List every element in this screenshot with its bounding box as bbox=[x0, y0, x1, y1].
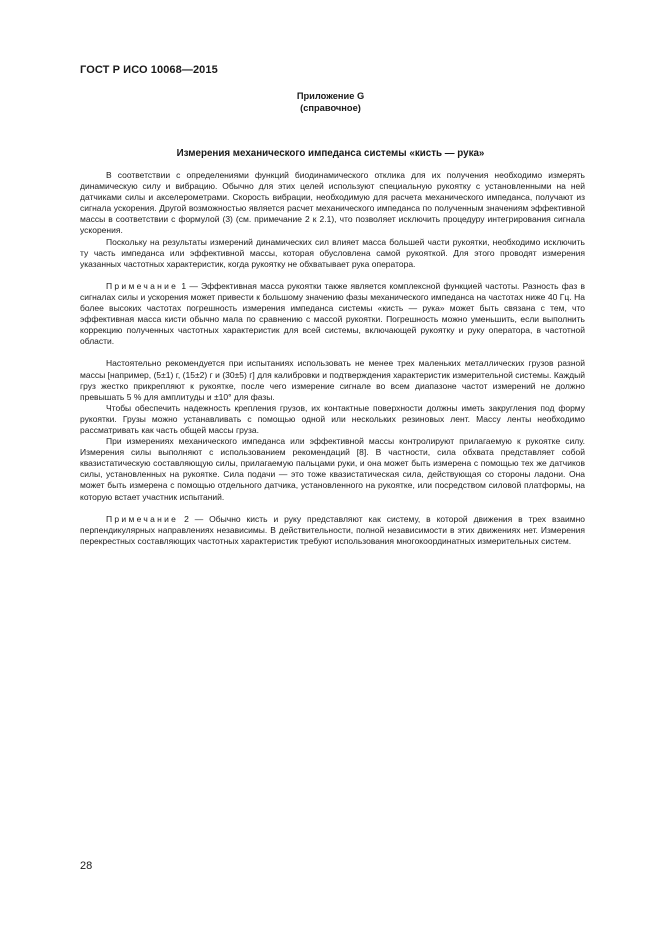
page-number: 28 bbox=[80, 860, 93, 872]
section-title: Измерения механического импеданса системы «кисть — рука» bbox=[176, 148, 485, 159]
note-2-text: 2 — Обычно кисть и руку представляют как систему, в которой движения в трех взаимно перпендикулярных направлениях независимы. В действительности, полной независимости в этих движениях нет. Измерения перекрестных составляющих частотных характеристик требуют использования многокоординатных измерительных систем. bbox=[80, 513, 585, 546]
appendix-heading bbox=[0, 90, 661, 114]
paragraph-4: Чтобы обеспечить надежность крепления грузов, их контактные поверхности должны иметь закругления под форму рукоятки. Грузы можно устанавливать с помощью одной или нескольких резиновых лент. Массу ленты необходимо рассматривать как часть общей массы груза. bbox=[80, 402, 585, 435]
note-2-label: Примечание bbox=[106, 513, 179, 524]
paragraph-1: В соответствии с определениями функций биодинамического отклика для их получения необходимо измерять динамическую силу и вибрацию. Обычно для этих целей используют специальную рукоятку с установленными на ней датчиками силы и акселерометрами. Скорость вибрации, необходимую для расчета механического импеданса, получают из сигнала ускорения. Другой возможностью является расчет механического импеданса по полученным значениям эффективной массы в соответствии с формулой (3) (см. примечание 2 к 2.1), что позволяет исключить процедуру интегрирования сигнала ускорения. bbox=[80, 170, 585, 236]
paragraph-2: Поскольку на результаты измерений динамических сил влияет масса большей части рукоятки, необходимо исключить ту часть импеданса или эффективной массы, которая обусловлена самой рукояткой. Для этого проводят измерения указанных частотных характеристик, когда рукоятку не обхватывает рука оператора. bbox=[80, 236, 585, 269]
appendix-subtitle: (справочное) bbox=[300, 103, 361, 113]
appendix-title: Приложение G bbox=[296, 91, 365, 101]
paragraph-5: При измерениях механического импеданса или эффективной массы контролируют прилагаемую к рукоятке силу. Измерения силы выполняют с использованием рекомендаций [8]. В частности, сила обхвата представляет собой квазистатическую составляющую силы, прилагаемую пальцами руки, и она может быть измерена с помощью тех же датчиков силы, установленных на рукоятке. Сила подачи — это тоже квазистатическая сила, действующая со стороны ладони. Она может быть измерена с помощью отдельного датчика, установленного на рукоятке, или посредством силовой платформы, на которую встает участник испытаний. bbox=[80, 436, 585, 502]
note-1-text: 1 — Эффективная масса рукоятки также является комплексной функцией частоты. Разность фаз в сигналах силы и ускорения может привести к большому значению фазы механического импеданса на частотах ниже 40 Гц. На более высоких частотах погрешность измерения импеданса системы «кисть — рука» может быть связана с тем, что эффективная масса кисти обычно мала по сравнению с массой рукоятки. Погрешность можно уменьшить, если выполнить коррекцию полученных частотных характеристик для всей системы, включающей рукоятку и руку оператора, в частотной области. bbox=[80, 280, 585, 347]
note-1 bbox=[80, 281, 585, 348]
body-text bbox=[80, 170, 585, 547]
paragraph-3: Настоятельно рекомендуется при испытаниях использовать не менее трех маленьких металлических грузов разной массы [например, (5±1) г, (15±2) г и (30±5) г] для калибровки и подтверждения характеристик измерительной системы. Каждый груз жестко прикрепляют к рукоятке, после чего измерение сигнале во всем диапазоне частот измерений не должно превышать 5 % для амплитуды и ±10° для фазы. bbox=[80, 358, 585, 402]
document-header: ГОСТ Р ИСО 10068—2015 bbox=[80, 64, 218, 76]
note-2 bbox=[80, 514, 585, 547]
note-1-label: Примечание bbox=[106, 280, 179, 291]
